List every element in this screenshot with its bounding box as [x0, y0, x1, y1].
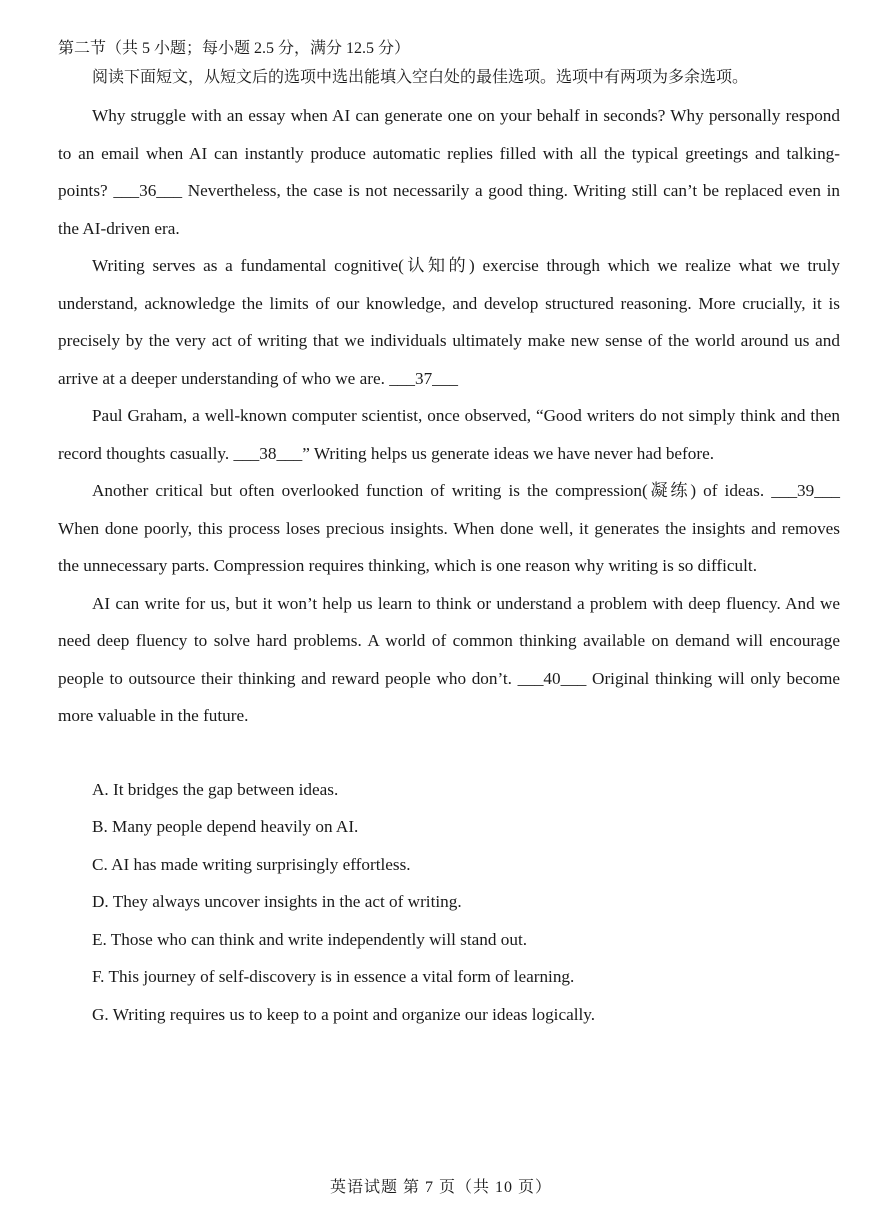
blank-36: ___36___	[113, 181, 183, 200]
blank-37: ___37___	[389, 368, 458, 388]
answer-options	[92, 771, 840, 1034]
option-b: B. Many people depend heavily on AI.	[92, 817, 359, 836]
passage-paragraph-2: Writing serves as a fundamental cognitive(认知的) exercise through which we realize what we truly understand, acknowledge the limits of our knowledge, and develop structured reasoning. More crucially, it is precisely by the very act of writing that we individuals ultimately make new sense of the world around us and arrive at a deeper understanding of who we are. ___37___	[58, 256, 840, 388]
option-g: G. Writing requires us to keep to a point and organize our ideas logically.	[92, 1004, 596, 1024]
blank-40: ___40___	[517, 668, 587, 688]
reading-passage	[58, 97, 840, 735]
section-title: 第二节（共 5 小题；每小题 2.5 分，满分 12.5 分）	[58, 40, 411, 57]
option-f: F. This journey of self-discovery is in essence a vital form of learning.	[92, 967, 575, 986]
option-d: D. They always uncover insights in the act of writing.	[92, 892, 462, 911]
option-c: C. AI has made writing surprisingly effortless.	[92, 854, 411, 874]
page-footer: 英语试题 第 7 页（共 10 页）	[329, 1179, 552, 1196]
passage-paragraph-4: Another critical but often overlooked function of writing is the compression(凝练) of ideas. ___39___ When done poorly, this process loses precious insights. When done well, it generates the insights and removes the unnecessary parts. Compression requires thinking, which is one reason why writing is so difficult.	[58, 481, 840, 575]
passage-paragraph-5: AI can write for us, but it won’t help us learn to think or understand a problem with deep fluency. And we need deep fluency to solve hard problems. A world of common thinking available on demand will encourage people to outsource their thinking and reward people who don’t. ___40___ Original thinking will only become more valuable in the future.	[58, 593, 840, 725]
blank-39: ___39___	[771, 481, 840, 500]
blank-38: ___38___	[233, 443, 303, 463]
option-a: A. It bridges the gap between ideas.	[92, 779, 339, 799]
section-instructions: 阅读下面短文，从短文后的选项中选出能填入空白处的最佳选项。选项中有两项为多余选项。	[92, 69, 749, 86]
option-e: E. Those who can think and write independently will stand out.	[92, 929, 528, 949]
passage-paragraph-3: Paul Graham, a well-known computer scientist, once observed, “Good writers do not simply think and then record thoughts casually. ___38___” Writing helps us generate ideas we have never had before.	[58, 406, 840, 463]
passage-paragraph-1: Why struggle with an essay when AI can generate one on your behalf in seconds? Why personally respond to an email when AI can instantly produce automatic replies filled with all the typical greetings and talking-points? ___36___ Nevertheless, the case is not necessarily a good thing. Writing still can’t be replaced even in the AI-driven era.	[58, 106, 841, 238]
exam-page	[58, 38, 840, 1033]
